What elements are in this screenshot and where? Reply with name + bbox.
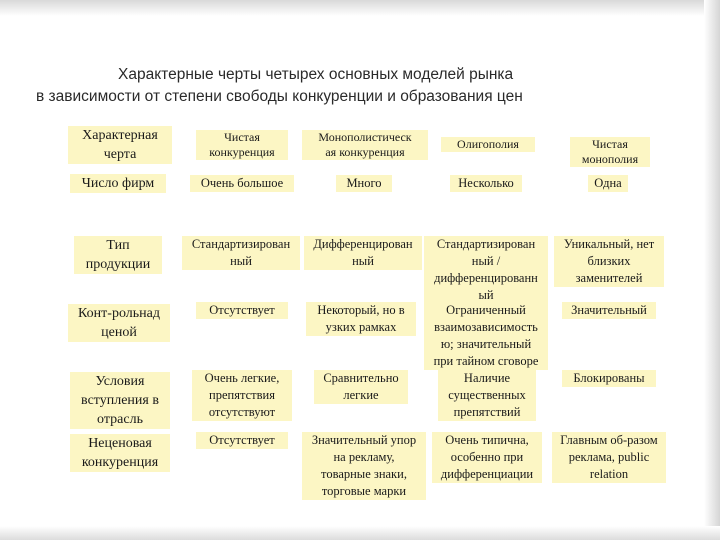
slide-bottom-shadow (0, 526, 720, 540)
slide-right-shadow (704, 0, 720, 540)
header-monopolistic-competition: Монополистическ ая конкуренция (302, 130, 428, 160)
table-cell: Одна (588, 175, 628, 192)
table-cell: Очень большое (190, 175, 294, 192)
header-feature: Характерная черта (68, 126, 172, 164)
row-label-non-price-competition: Неценовая конкуренция (70, 434, 170, 472)
title-line-2: в зависимости от степени свободы конкуренции и образования цен (36, 88, 523, 105)
header-oligopoly: Олигополия (441, 137, 535, 152)
table-cell: Значительный упор на рекламу, товарные знаки, торговые марки (302, 432, 426, 500)
table-cell: Очень легкие, препятствия отсутствуют (192, 370, 292, 421)
table-cell: Блокированы (562, 370, 656, 387)
header-pure-competition: Чистая конкуренция (196, 130, 288, 160)
table-cell: Отсутствует (196, 432, 288, 449)
table-cell: Несколько (450, 175, 522, 192)
table-cell: Дифференцирован ный (304, 236, 422, 270)
row-label-price-control: Конт-рольнад ценой (68, 304, 170, 342)
row-label-number-of-firms: Число фирм (70, 174, 166, 193)
title-line-1: Характерные черты четырех основных моделей рынка (118, 66, 514, 83)
table-cell: Значительный (562, 302, 656, 319)
table-cell: Стандартизирован ный (182, 236, 300, 270)
table-cell: Очень типична, особенно при дифференциации (432, 432, 542, 483)
table-cell: Ограниченный взаимозависимость ю; значительный при тайном сговоре (424, 302, 548, 370)
table-cell: Некоторый, но в узких рамках (306, 302, 416, 336)
table-cell: Наличие существенных препятствий (438, 370, 536, 421)
slide-top-shadow (0, 0, 720, 16)
table-cell: Главным об-разом реклама, public relation (552, 432, 666, 483)
table-cell: Отсутствует (196, 302, 288, 319)
row-label-product-type: Тип продукции (74, 236, 162, 274)
table-cell: Стандартизирован ный / дифференцированн ый (424, 236, 548, 304)
header-pure-monopoly: Чистая монополия (570, 137, 650, 167)
table-cell: Уникальный, нет близких заменителей (554, 236, 664, 287)
row-label-entry-conditions: Условия вступления в отрасль (70, 372, 170, 429)
table-cell: Сравнительно легкие (314, 370, 408, 404)
table-cell: Много (336, 175, 392, 192)
